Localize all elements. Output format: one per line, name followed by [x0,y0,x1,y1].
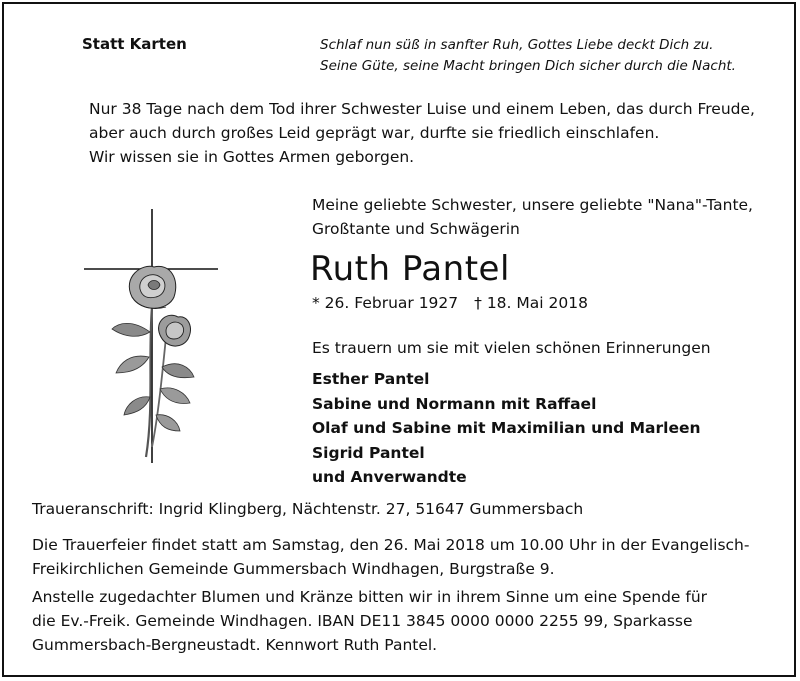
intro-text [89,97,755,169]
list-item: und Anverwandte [312,468,467,486]
intro-line: Wir wissen sie in Gottes Armen geborgen. [89,148,415,166]
mourners-list [312,367,701,490]
relation-line: Meine geliebte Schwester, unsere geliebte "Nana"-Tante, [312,196,753,214]
service-info [32,533,749,581]
statt-karten-label: Statt Karten [82,35,187,53]
service-line: Freikirchlichen Gemeinde Gummersbach Windhagen, Burgstraße 9. [32,560,555,578]
cross-with-rose-icon [82,207,222,465]
mourning-address: Traueranschrift: Ingrid Klingberg, Nächtenstr. 27, 51647 Gummersbach [32,500,584,518]
relation-text [312,193,753,241]
list-item: Esther Pantel [312,370,430,388]
list-item: Sabine und Normann mit Raffael [312,394,597,413]
life-dates [312,294,588,312]
intro-line: Nur 38 Tage nach dem Tod ihrer Schwester Luise und einem Leben, das durch Freude, [89,100,755,118]
poem-line: Schlaf nun süß in sanfter Ruh, Gottes Liebe deckt Dich zu. [320,37,714,53]
list-item: Olaf und Sabine mit Maximilian und Marleen [312,419,701,437]
service-line: Die Trauerfeier findet statt am Samstag, den 26. Mai 2018 um 10.00 Uhr in der Evangelisch- [32,536,750,554]
donation-line: Gummersbach-Bergneustadt. Kennwort Ruth Pantel. [32,636,438,654]
intro-line: aber auch durch großes Leid geprägt war, durfte sie friedlich einschlafen. [89,124,660,142]
donation-line: die Ev.-Freik. Gemeinde Windhagen. IBAN DE11 3845 0000 0000 2255 99, Sparkasse [32,612,693,630]
donation-info [32,585,707,657]
donation-line: Anstelle zugedachter Blumen und Kränze bitten wir in ihrem Sinne um eine Spende für [32,588,708,606]
death-date: † 18. Mai 2018 [474,294,588,312]
poem-line: Seine Güte, seine Macht bringen Dich sicher durch die Nacht. [320,58,736,74]
poem-quote [320,35,736,77]
birth-date: * 26. Februar 1927 [312,294,459,312]
mourning-intro: Es trauern um sie mit vielen schönen Erinnerungen [312,339,711,357]
relation-line: Großtante und Schwägerin [312,220,520,238]
deceased-name: Ruth Pantel [310,249,510,289]
list-item: Sigrid Pantel [312,443,425,462]
obituary-notice [2,2,796,677]
